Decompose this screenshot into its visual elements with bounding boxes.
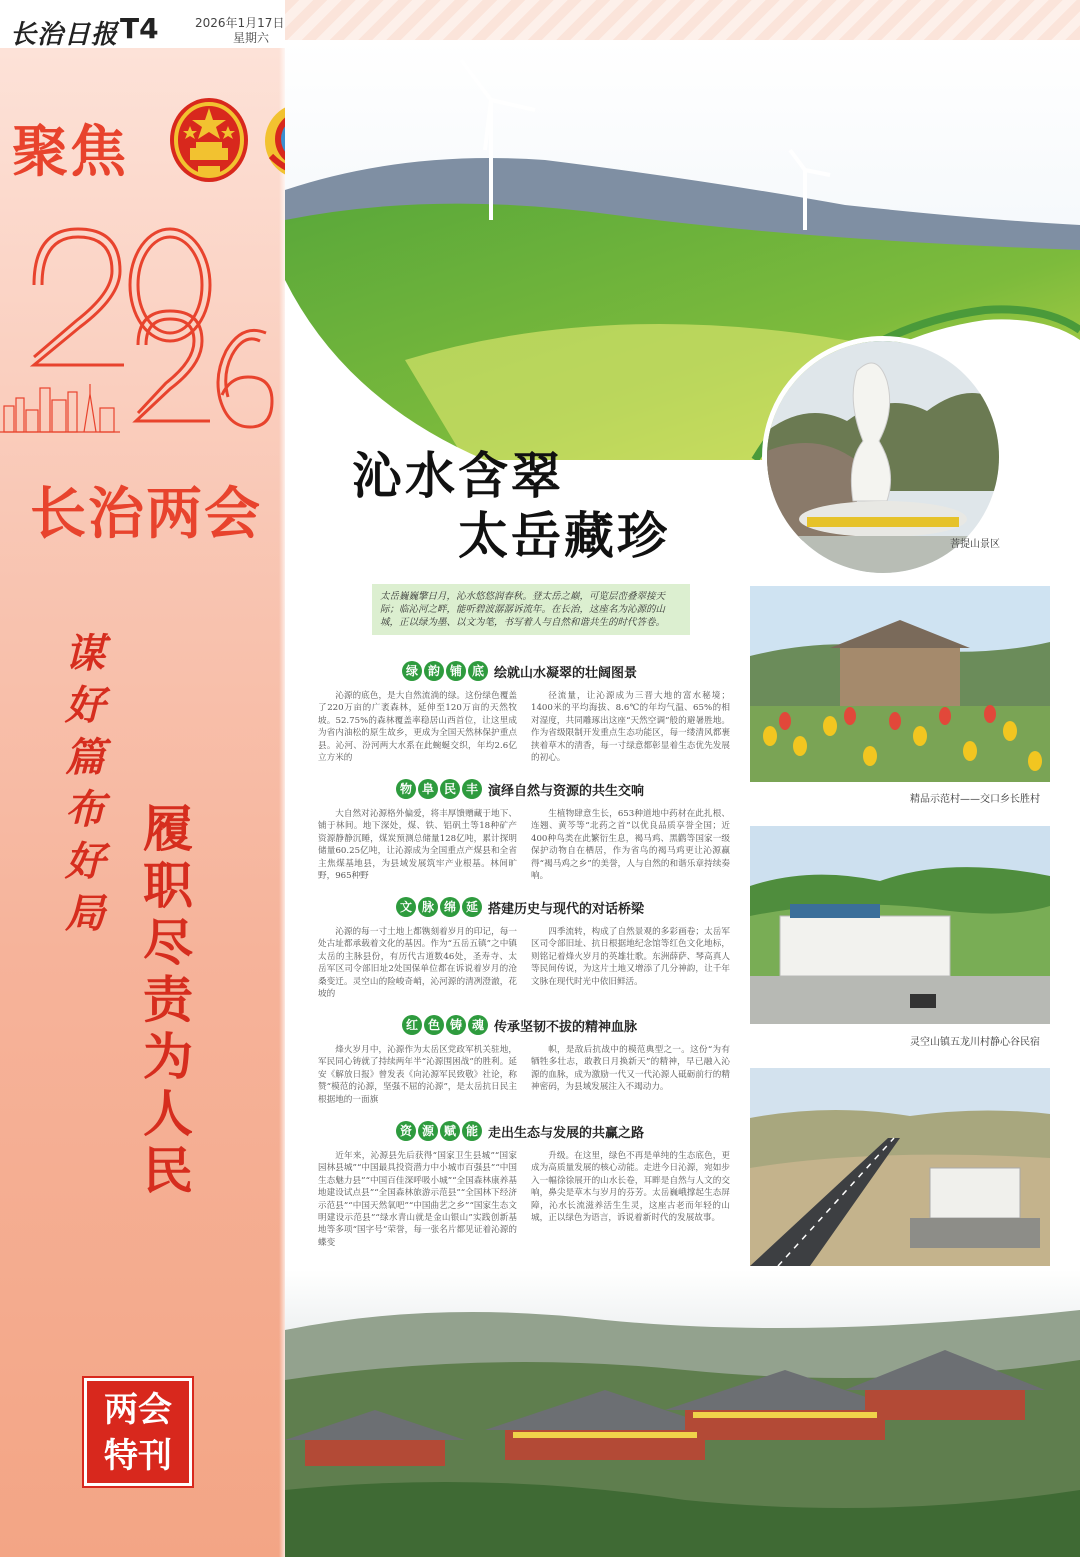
badge-char: 能 xyxy=(462,1121,482,1141)
top-band xyxy=(285,0,1080,40)
section-1-title: 绘就山水凝翠的壮阔图景 xyxy=(494,665,638,681)
badge-char: 绿 xyxy=(402,661,422,681)
section-2-title: 演绎自然与资源的共生交响 xyxy=(488,783,645,799)
special-issue-badge xyxy=(84,1378,192,1486)
badge-char: 物 xyxy=(396,779,416,799)
section-2-badge xyxy=(396,779,482,799)
section-3-col-2: 四季流转，构成了自然景观的多彩画卷；太岳军区司令部旧址、抗日根据地纪念馆等红色文化地标，则铭记着烽火岁月的英雄壮歌。东洲薛萨、琴高真人等民间传说，为这片土地又增添了几分神韵，让千年文脉在现代时光中依旧鲜活。 xyxy=(531,927,730,987)
national-emblem-icon xyxy=(168,96,250,184)
village-tulips-photo xyxy=(750,586,1050,782)
badge-char: 魂 xyxy=(468,1015,488,1035)
badge-char: 源 xyxy=(418,1121,438,1141)
section-4-badge xyxy=(402,1015,488,1035)
section-2-col-1: 大自然对沁源格外偏爱，将丰厚馈赠藏于地下、铺于林间。地下深处，煤、铁、铝矾土等18种矿产资源静静沉睡，煤炭预测总储量128亿吨，累计探明储量60.25亿吨，让沁源成为全国重点产煤县和全省主焦煤基地县，为县域发展筑牢产业根基。林间旷野，965种野 xyxy=(318,809,517,882)
slogan-vertical-1: 谋好篇布好局 xyxy=(65,630,105,937)
weekday-text: 星期六 xyxy=(233,31,270,45)
badge-char: 丰 xyxy=(462,779,482,799)
badge-char: 阜 xyxy=(418,779,438,799)
section-1-col-1: 沁源的底色，是大自然流淌的绿。这份绿色覆盖了220万亩的广袤森林，延伸至120万亩的天然牧坡。52.75%的森林覆盖率稳居山西首位，让这里成为省内油松的原生故乡，更成为全国天然林保护重点县。沁河、汾河两大水系在此蜿蜒交织，年均2.6亿立方米的 xyxy=(318,691,517,764)
caption-photo-1: 精品示范村——交口乡长胜村 xyxy=(910,794,1040,805)
badge-char: 资 xyxy=(396,1121,416,1141)
section-4-body xyxy=(318,1044,730,1120)
headline-line-1: 沁水含翠 xyxy=(352,447,564,505)
badge-char: 民 xyxy=(440,779,460,799)
section-3-header xyxy=(318,896,730,918)
homestay-valley-photo xyxy=(750,826,1050,1024)
section-4 xyxy=(318,1014,730,1120)
issue-date xyxy=(195,16,284,46)
badge-char: 底 xyxy=(468,661,488,681)
city-skyline-graphic xyxy=(0,380,120,434)
badge-char: 铺 xyxy=(446,661,466,681)
badge-char: 赋 xyxy=(440,1121,460,1141)
section-1-body xyxy=(318,690,730,778)
focus-title: 聚焦 xyxy=(12,120,128,185)
intro-box: 太岳巍巍擎日月，沁水悠悠润春秋。登太岳之巅，可览层峦叠翠接天际；临沁河之畔，能听碧波潺潺诉流年。在长治，这座名为沁源的山城，正以绿为墨、以文为笔，书写着人与自然和谐共生的时代答卷。 xyxy=(372,584,690,635)
masthead: 长治日报 xyxy=(10,20,119,50)
section-4-title: 传承坚韧不拔的精神血脉 xyxy=(494,1019,638,1035)
section-3-badge xyxy=(396,897,482,917)
temple-landscape-photo xyxy=(285,1270,1080,1557)
badge-char: 文 xyxy=(396,897,416,917)
section-3-col-1: 沁源的每一寸土地上都镌刻着岁月的印记，每一处古址都承载着文化的基因。作为“五岳五镇”之中镇太岳的主脉县份，有历代古道数46处，圣寿寺、太岳军区司令部旧址2处国保单位都在诉说着岁月的沧桑变迁。灵空山的险峻奇峭，沁河源的清冽澄澈，花坡的 xyxy=(318,927,517,1000)
section-3-title: 搭建历史与现代的对话桥梁 xyxy=(488,901,645,917)
section-2-body xyxy=(318,808,730,896)
section-2-col-2: 生植物肆意生长，653种道地中药材在此扎根、连翘、黄芩等“北药之首”以优良品质享誉全国；近400种鸟类在此繁衍生息，褐马鸡、黑鹳等国家一级保护动物自在栖居，作为省鸟的褐马鸡更让沁源赢得“褐马鸡之乡”的美誉，人与自然的和谐乐章持续奏响。 xyxy=(531,809,730,882)
section-5-title: 走出生态与发展的共赢之路 xyxy=(488,1125,645,1141)
section-4-header xyxy=(318,1014,730,1036)
headline-line-2: 太岳藏珍 xyxy=(458,507,670,565)
badge-char: 红 xyxy=(402,1015,422,1035)
badge-char: 韵 xyxy=(424,661,444,681)
badge-char: 铸 xyxy=(446,1015,466,1035)
badge-char: 绵 xyxy=(440,897,460,917)
caption-circle-photo: 菩提山景区 xyxy=(950,539,1000,550)
section-4-col-2: 帜，是敌后抗战中的模范典型之一。这份“为有牺牲多壮志，敢教日月换新天”的精神，早已融入沁源的血脉，成为激励一代又一代沁源人砥砺前行的精神密码，为县域发展注入不竭动力。 xyxy=(531,1045,730,1093)
section-5 xyxy=(318,1120,730,1288)
meeting-title: 长治两会 xyxy=(30,482,262,547)
date-text: 2026年1月17日 xyxy=(195,16,285,30)
special-line-2: 特刊 xyxy=(104,1436,172,1476)
page-number: T4 xyxy=(120,12,159,45)
section-1-col-2: 径流量，让沁源成为三晋大地的富水秘境；1400米的平均海拔、8.6℃的年均气温、65%的相对湿度，共同雕琢出这座“天然空调”般的避暑胜地。作为省级限制开发重点生态功能区，每一缕清风都裹挟着草木的清香，每一寸绿意都彰显着生态优先发展的初心。 xyxy=(531,691,730,764)
section-5-col-2: 升级。在这里，绿色不再是单纯的生态底色，更成为高质量发展的核心动能。走进今日沁源，宛如步入一幅徐徐展开的山水长卷，耳畔是自然与人文的交响，鼻尖是草木与岁月的芬芳。太岳巍峨撑起生态屏障，沁水长流滋养活生生灵，这座古老而年轻的山城，正以绿色为语言，诉说着新时代的发展故事。 xyxy=(531,1151,730,1224)
section-4-col-1: 烽火岁月中，沁源作为太岳区党政军机关驻地，军民同心铸就了持续两年半“沁源围困战”的胜利。延安《解放日报》曾发表《向沁源军民致敬》社论，称赞“模范的沁源，坚强不屈的沁源”，是太岳抗日民主根据地的一面旗 xyxy=(318,1045,517,1105)
section-5-col-1: 近年来，沁源县先后获得“国家卫生县城”“国家园林县城”“中国最具投资潜力中小城市百强县”“中国生态魅力县”“中国百佳深呼吸小城”“全国森林康养基地建设试点县”“全国森林旅游示范县”“全国林下经济示范县”“中国天然氧吧”“中国曲艺之乡”“国家生态文明建设示范县”“绿水青山就是金山银山”实践创新基地等多项“国字号”荣誉，每一张名片都见证着沁源的蝶变 xyxy=(318,1151,517,1248)
section-2-header xyxy=(318,778,730,800)
section-1-header xyxy=(318,660,730,682)
badge-char: 延 xyxy=(462,897,482,917)
expressway-photo xyxy=(750,1068,1050,1266)
section-1-badge xyxy=(402,661,488,681)
section-3-body xyxy=(318,926,730,1014)
section-5-header xyxy=(318,1120,730,1142)
badge-char: 色 xyxy=(424,1015,444,1035)
section-5-badge xyxy=(396,1121,482,1141)
special-line-1: 两会 xyxy=(104,1390,172,1430)
section-5-body xyxy=(318,1150,730,1288)
section-1 xyxy=(318,660,730,778)
slogan-vertical-2: 履职尽责为人民 xyxy=(143,799,193,1200)
caption-photo-2: 灵空山镇五龙川村静心谷民宿 xyxy=(910,1037,1040,1048)
section-2 xyxy=(318,778,730,896)
section-3 xyxy=(318,896,730,1014)
badge-char: 脉 xyxy=(418,897,438,917)
